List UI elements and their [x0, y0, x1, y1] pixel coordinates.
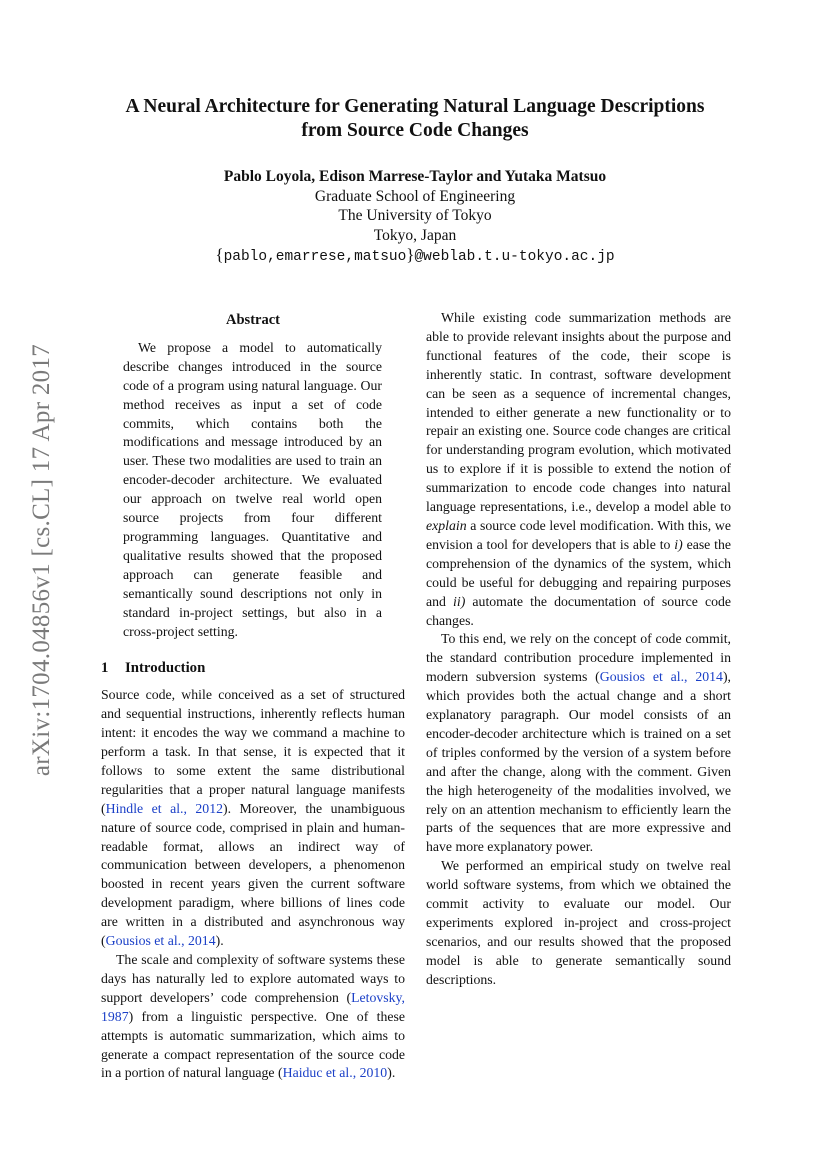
intro-paragraph-2: [101, 951, 405, 1083]
intro-p3-text-a: While existing code summarization methods are able to provide relevant insights about the purpose and functional features of the code, their scope is inherently static. In contrast, software development can be seen as a sequence of incremental changes, intended to either generate a new functionality or to repair an existing one. Source code changes are critical for understanding program evolution, which motivated us to explore if it is possible to extend the notion of summarization to encode code changes into natural language representations, i.e., develop a model able to: [426, 310, 731, 515]
intro-p1-text-c: ).: [215, 933, 224, 949]
citation-hindle-2012[interactable]: Hindle et al., 2012: [105, 800, 224, 816]
intro-paragraph-1: [101, 686, 405, 951]
email-domain: @weblab.t.u-tokyo.ac.jp: [414, 249, 615, 265]
author-emails: [100, 245, 730, 268]
intro-p2-text-a: The scale and complexity of software systems these days has naturally led to explore automated ways to support developers’ code comprehension (: [101, 952, 405, 1005]
left-column: [101, 309, 405, 1081]
intro-p3-emphasis-ii: ii): [453, 593, 466, 609]
arxiv-identifier: [22, 280, 62, 840]
email-brace-close: }: [406, 245, 415, 264]
intro-p1-text-b: ). Moreover, the unambiguous nature of source code, comprised in plain and human-readable format, allows an indirect way of communication between developers, a phenomenon boosted in recent years given the current software development paradigm, where billions of lines code are written in a distributed and asynchronous way (: [101, 800, 405, 949]
citation-gousios-2014-b[interactable]: Gousios et al., 2014: [599, 669, 723, 685]
affiliation-university: The University of Tokyo: [338, 207, 492, 224]
title-line-1: A Neural Architecture for Generating Natural Language Descriptions: [125, 96, 705, 117]
intro-p3-text-d: automate the documentation of source code changes.: [426, 593, 731, 628]
email-brace-open: {: [215, 245, 224, 264]
affiliation-school: Graduate School of Engineering: [314, 187, 516, 205]
intro-p1-text-a: Source code, while conceived as a set of structured and sequential instructions, inherently reflects human intent: it encodes the way we command a machine to perform a task. In that sense, it is expected that it follows to some extent the same distributional regularities that a proper natural language manifests (: [101, 687, 405, 816]
affiliation-location: Tokyo, Japan: [373, 226, 457, 244]
section-heading-introduction: [101, 659, 405, 678]
author-block: [100, 167, 730, 268]
intro-p3-text-b: a source code level modification. With this, we envision a tool for developers that is able to: [426, 517, 731, 552]
paper-title: [100, 95, 730, 143]
intro-paragraph-5: We performed an empirical study on twelve real world software systems, from which we obtained the commit activity to evaluate our model. Our experiments explored in-project and cross-project scenarios, and our results showed that the proposed model is able to generate semantically sound descriptions.: [426, 858, 731, 987]
intro-p3-emphasis-explain: explain: [426, 517, 467, 533]
intro-paragraph-4: [426, 630, 731, 857]
arxiv-identifier-text: arXiv:1704.04856v1 [cs.CL] 17 Apr 2017: [28, 343, 55, 777]
intro-paragraph-3: [426, 309, 731, 630]
citation-gousios-2014[interactable]: Gousios et al., 2014: [105, 933, 216, 949]
citation-haiduc-2010[interactable]: Haiduc et al., 2010: [282, 1065, 388, 1081]
intro-p2-text-c: ).: [387, 1065, 396, 1081]
intro-p3-emphasis-i: i): [674, 536, 683, 552]
intro-p3-text-c: ease the comprehension of the dynamics of the system, which could be useful for debugging and repairing purposes and: [426, 536, 731, 609]
email-users: pablo,emarrese,matsuo: [223, 249, 407, 265]
title-line-2: from Source Code Changes: [301, 120, 529, 141]
intro-p4-text-b: ), which provides both the actual change and a short explanatory paragraph. Our model consists of an encoder-decoder architecture which is trained on a set of triples conformed by the version of a system before and after the change, along with the comment. Given the high heterogeneity of the modalities involved, we rely on an attention mechanism to efficiently learn the parts of the sequences that are more expressive and have more explanatory power.: [426, 669, 731, 855]
section-number: 1: [101, 660, 109, 677]
citation-letovsky-1987[interactable]: Letovsky, 1987: [101, 989, 405, 1024]
intro-p4-text-a: To this end, we rely on the concept of code commit, the standard contribution procedure implemented in modern subversion systems (: [426, 631, 731, 685]
right-column: [426, 309, 731, 990]
section-title: Introduction: [125, 660, 206, 677]
abstract-heading: Abstract: [226, 312, 280, 328]
abstract-text: We propose a model to automatically describe changes introduced in the source code of a program using natural language. Our method receives as input a set of code commits, which contains both the modifications and message introduced by an user. These two modalities are used to train an encoder-decoder architecture. We evaluated our approach on twelve real world open source projects from four different programming languages. Quantitative and qualitative results showed that the proposed approach can generate feasible and semantically sound descriptions not only in standard in-project settings, but also in a cross-project setting.: [123, 339, 382, 639]
intro-p2-text-b: ) from a linguistic perspective. One of these attempts is automatic summarization, which aims to generate a compact representation of the source code in a portion of natural language (: [101, 1008, 405, 1081]
author-names: Pablo Loyola, Edison Marrese-Taylor and Yutaka Matsuo: [223, 168, 607, 185]
